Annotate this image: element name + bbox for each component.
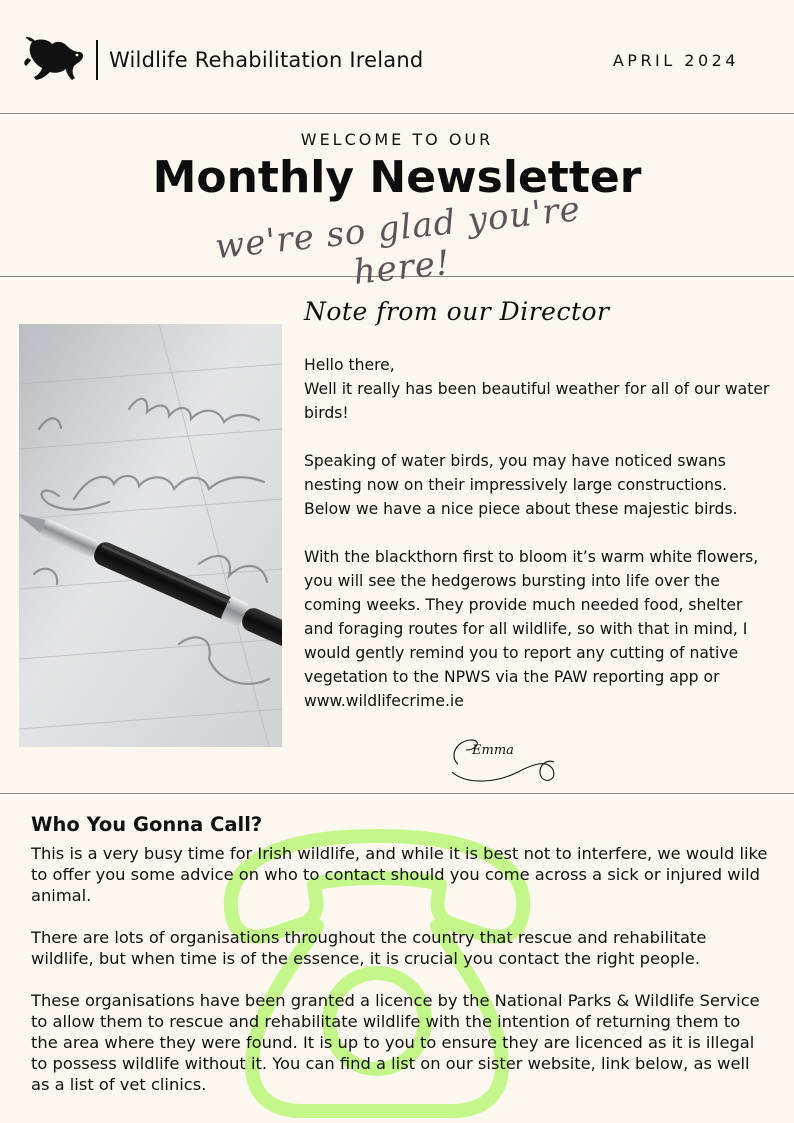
call-paragraph-3: These organisations have been granted a licence by the National Parks & Wildlife Service to allow them to rescue and rehabilitate wildlife with the intention of returning them to the area where they were found. It is up to you to ensure they are licenced as it is illegal to possess wildlife without it. You can find a list on our sister website, link below, as well as a list of vet clinics. (31, 991, 760, 1094)
welcome-kicker: WELCOME TO OUR (300, 130, 494, 149)
note-paragraph-2: Speaking of water birds, you may have noticed swans nesting now on their impressively large constructions. Below we have a nice piece about these majestic birds. (304, 452, 738, 518)
issue-date: APRIL 2024 (612, 51, 739, 70)
director-note-body (304, 353, 774, 713)
director-note-title: Note from our Director (304, 297, 610, 326)
welcome-tagline: we're so glad you're here! (213, 189, 583, 293)
organization-name: Wildlife Rehabilitation Ireland (109, 48, 424, 72)
pen-photo-illustration (19, 324, 282, 747)
note-paragraph-1: Well it really has been beautiful weather for all of our water birds! (304, 380, 770, 422)
note-greeting: Hello there, (304, 356, 395, 374)
signature-text: Emma (472, 743, 514, 758)
director-signature (448, 734, 560, 786)
pen-on-handwriting-photo (19, 324, 282, 747)
who-to-call-body (31, 843, 771, 1116)
hare-icon (22, 36, 86, 84)
call-paragraph-1: This is a very busy time for Irish wildlife, and while it is best not to interfere, we would like to offer you some advice on who to contact should you come across a sick or injured wild animal. (31, 844, 768, 905)
who-to-call-section (0, 794, 794, 1123)
welcome-banner (0, 114, 794, 293)
newsletter-header (0, 0, 794, 114)
newsletter-headline: Monthly Newsletter (152, 152, 642, 203)
logo-divider (96, 40, 98, 80)
note-paragraph-3: With the blackthorn first to bloom it’s warm white flowers, you will see the hedgerows bursting into life over the coming weeks. They provide much needed food, shelter and foraging routes for all wildlife, so with that in mind, I would gently remind you to report any cutting of native vegetation to the NPWS via the PAW reporting app or www.wildlifecrime.ie (304, 548, 759, 710)
director-note-section (0, 277, 794, 794)
who-to-call-title: Who You Gonna Call? (31, 813, 263, 836)
call-paragraph-2: There are lots of organisations throughout the country that rescue and rehabilitate wildlife, but when time is of the essence, it is crucial you contact the right people. (31, 928, 707, 968)
